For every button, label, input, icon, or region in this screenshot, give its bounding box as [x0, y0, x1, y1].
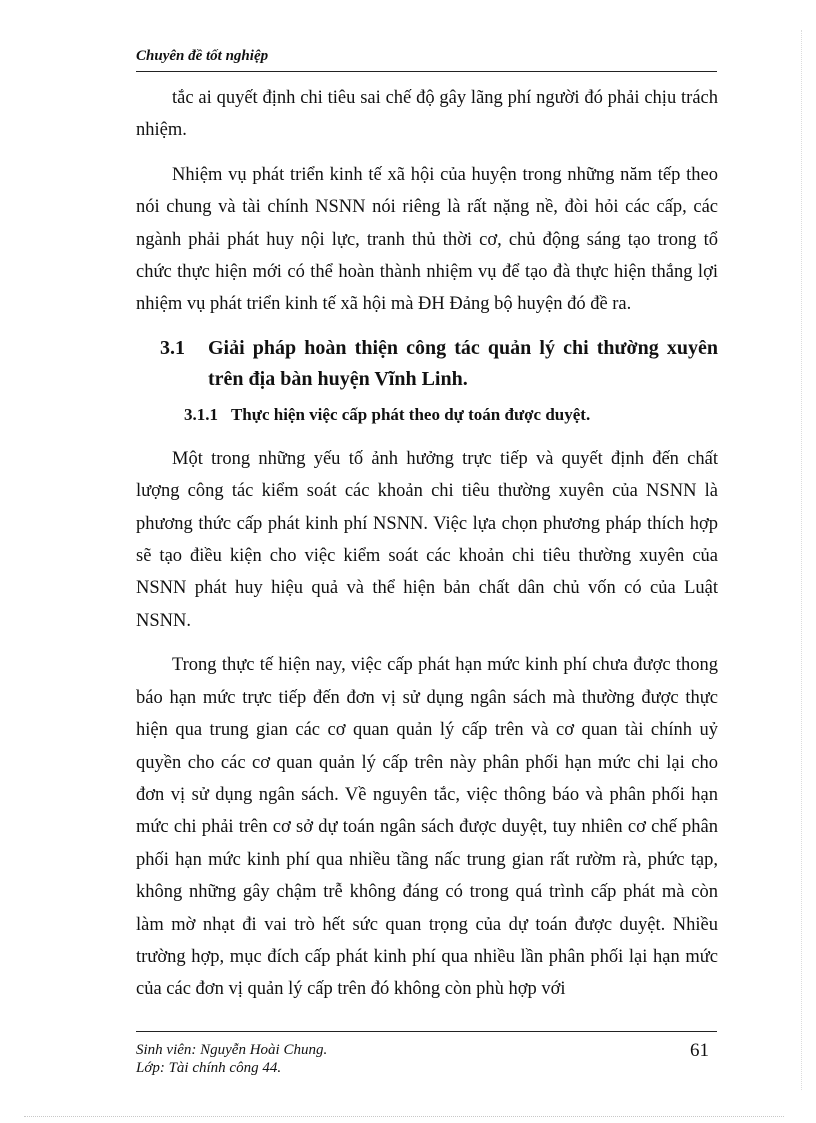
- subsection-heading: [184, 403, 718, 427]
- page-bottom-guide: [24, 1116, 784, 1117]
- footer-class: Lớp: Tài chính công 44.: [136, 1060, 282, 1076]
- document-body: [136, 82, 718, 1018]
- running-header: Chuyên đề tốt nghiệp: [136, 48, 269, 64]
- page-number: 61: [690, 1040, 709, 1061]
- section-title: Giải pháp hoàn thiện công tác quản lý chi thường xuyên trên địa bàn huyện Vĩnh Linh.: [208, 336, 718, 390]
- footer-student: Sinh viên: Nguyễn Hoài Chung.: [136, 1042, 328, 1058]
- page-edge-guide: [800, 30, 802, 1090]
- paragraph: Một trong những yếu tố ảnh hưởng trực tiếp và quyết định đến chất lượng công tác kiểm soát các khoản chi tiêu thường xuyên của NSNN là phương thức cấp phát kinh phí NSNN. Việc lựa chọn phương pháp thích hợp sẽ tạo điều kiện cho việc kiểm soát các khoản chi tiêu thường xuyên của NSNN phát huy hiệu quả và thể hiện bản chất dân chủ vốn có của Luật NSNN.: [136, 448, 718, 631]
- paragraph: Nhiệm vụ phát triển kinh tế xã hội của huyện trong những năm tếp theo nói chung và tài chính NSNN nói riêng là rất nặng nề, đòi hỏi các cấp, các ngành phải phát huy nội lực, tranh thủ thời cơ, chủ động sáng tạo trong tổ chức thực hiện mới có thể hoàn thành nhiệm vụ để tạo đà thực hiện thắng lợi nhiệm vụ phát triển kinh tế xã hội mà ĐH Đảng bộ huyện đó đề ra.: [136, 164, 718, 315]
- header-rule: [136, 71, 717, 72]
- paragraph: Trong thực tế hiện nay, việc cấp phát hạn mức kinh phí chưa được thong báo hạn mức trực tiếp đến đơn vị sử dụng ngân sách mà thường được thực hiện qua trung gian các cơ quan quản lý cấp trên và cơ quan tài chính uỷ quyền cho các cơ quan quản lý cấp trên này phân phối hạn mức chi lại cho đơn vị sử dụng ngân sách. Về nguyên tắc, việc thông báo và phân phối hạn mức chi phải trên cơ sở dự toán ngân sách được duyệt, tuy nhiên cơ chế phân phối hạn mức kinh phí qua nhiều tầng nấc trung gian rất rườm rà, phức tạp, không những gây chậm trễ không đáng có trong quá trình cấp phát mà còn làm mờ nhạt đi vai trò hết sức quan trọng của dự toán được duyệt. Nhiều trường hợp, mục đích cấp phát kinh phí qua nhiều lần phân phối lại hạn mức của các đơn vị quản lý cấp trên đó không còn phù hợp với: [136, 655, 718, 1000]
- section-number: 3.1: [160, 336, 185, 359]
- subsection-number: 3.1.1: [184, 404, 218, 424]
- footer-rule: [136, 1031, 717, 1032]
- paragraph-continued: tắc ai quyết định chi tiêu sai chế độ gây lãng phí người đó phải chịu trách nhiệm.: [136, 88, 718, 141]
- subsection-title: Thực hiện việc cấp phát theo dự toán được duyệt.: [230, 404, 591, 424]
- footer-info: [136, 1041, 327, 1077]
- section-heading: [136, 333, 718, 395]
